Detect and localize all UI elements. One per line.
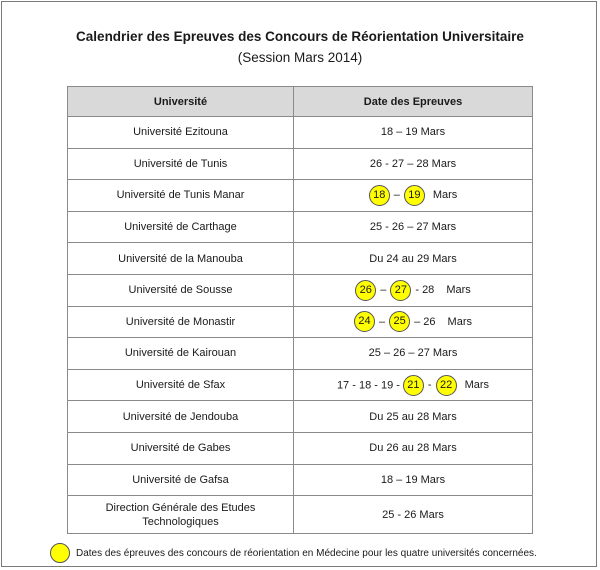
date-separator: – xyxy=(380,284,387,297)
month-label: Mars xyxy=(464,379,490,392)
date-separator: - 28 xyxy=(415,284,435,297)
month-label: Mars xyxy=(432,189,458,202)
date-separator: – 26 xyxy=(414,315,436,328)
dates-cell xyxy=(294,306,533,338)
university-cell: Université de Gafsa xyxy=(68,464,294,496)
table-row xyxy=(68,369,533,401)
dates-cell: 25 - 26 – 27 Mars xyxy=(294,211,533,243)
university-cell: Université de Jendouba xyxy=(68,401,294,433)
university-cell: Université de Kairouan xyxy=(68,338,294,370)
legend-text: Dates des épreuves des concours de réorientation en Médecine pour les quatre universités concernées. xyxy=(76,547,537,559)
table-row xyxy=(68,338,533,370)
medicine-date-marker: 18 xyxy=(369,185,390,206)
dates-cell xyxy=(294,180,533,212)
dates-cell: 25 – 26 – 27 Mars xyxy=(294,338,533,370)
dates-cell: 18 – 19 Mars xyxy=(294,464,533,496)
date-separator: - xyxy=(427,379,432,392)
column-header-dates: Date des Epreuves xyxy=(294,87,533,117)
university-cell: Université de Gabes xyxy=(68,432,294,464)
dates-cell: Du 25 au 28 Mars xyxy=(294,401,533,433)
table-row xyxy=(68,211,533,243)
dates-cell xyxy=(294,274,533,306)
column-header-university: Université xyxy=(68,87,294,117)
date-list: 17 - 18 - 19 - xyxy=(336,379,400,392)
medicine-date-marker: 21 xyxy=(403,375,424,396)
university-cell: Université Ezitouna xyxy=(68,117,294,149)
dates-cell: 26 - 27 – 28 Mars xyxy=(294,148,533,180)
date-separator: – xyxy=(393,189,400,202)
university-cell: Université de Sousse xyxy=(68,274,294,306)
table-row xyxy=(68,306,533,338)
medicine-date-marker: 22 xyxy=(436,375,457,396)
table-row xyxy=(68,464,533,496)
university-cell: Université de Tunis Manar xyxy=(68,180,294,212)
schedule-table xyxy=(67,86,533,534)
dates-cell: Du 24 au 29 Mars xyxy=(294,243,533,275)
university-cell: Université de Monastir xyxy=(68,306,294,338)
table-row xyxy=(68,180,533,212)
table-row xyxy=(68,432,533,464)
table-header-row xyxy=(68,87,533,117)
month-label: Mars xyxy=(447,315,472,328)
page-title: Calendrier des Epreuves des Concours de Réorientation Universitaire xyxy=(76,29,524,44)
date-separator: – xyxy=(379,315,386,328)
university-cell: Université de Tunis xyxy=(68,148,294,180)
university-cell: Direction Générale des Etudes Technologiques xyxy=(68,496,294,534)
dates-cell: Du 26 au 28 Mars xyxy=(294,432,533,464)
medicine-date-marker: 19 xyxy=(404,185,425,206)
medicine-date-marker: 25 xyxy=(389,311,410,332)
page-subtitle: (Session Mars 2014) xyxy=(237,50,363,65)
table-row xyxy=(68,496,533,534)
medicine-date-marker: 26 xyxy=(355,280,376,301)
dates-cell: 18 – 19 Mars xyxy=(294,117,533,149)
table-row xyxy=(68,243,533,275)
table-row xyxy=(68,117,533,149)
medicine-date-marker: 24 xyxy=(354,311,375,332)
dates-cell xyxy=(294,369,533,401)
university-cell: Université de Carthage xyxy=(68,211,294,243)
medicine-date-marker: 27 xyxy=(390,280,411,301)
month-label: Mars xyxy=(446,284,471,297)
university-cell: Université de la Manouba xyxy=(68,243,294,275)
legend xyxy=(50,543,537,563)
table-row xyxy=(68,148,533,180)
university-cell: Université de Sfax xyxy=(68,369,294,401)
dates-cell: 25 - 26 Mars xyxy=(294,496,533,534)
table-row xyxy=(68,401,533,433)
table-row xyxy=(68,274,533,306)
yellow-circle-icon xyxy=(50,543,70,563)
